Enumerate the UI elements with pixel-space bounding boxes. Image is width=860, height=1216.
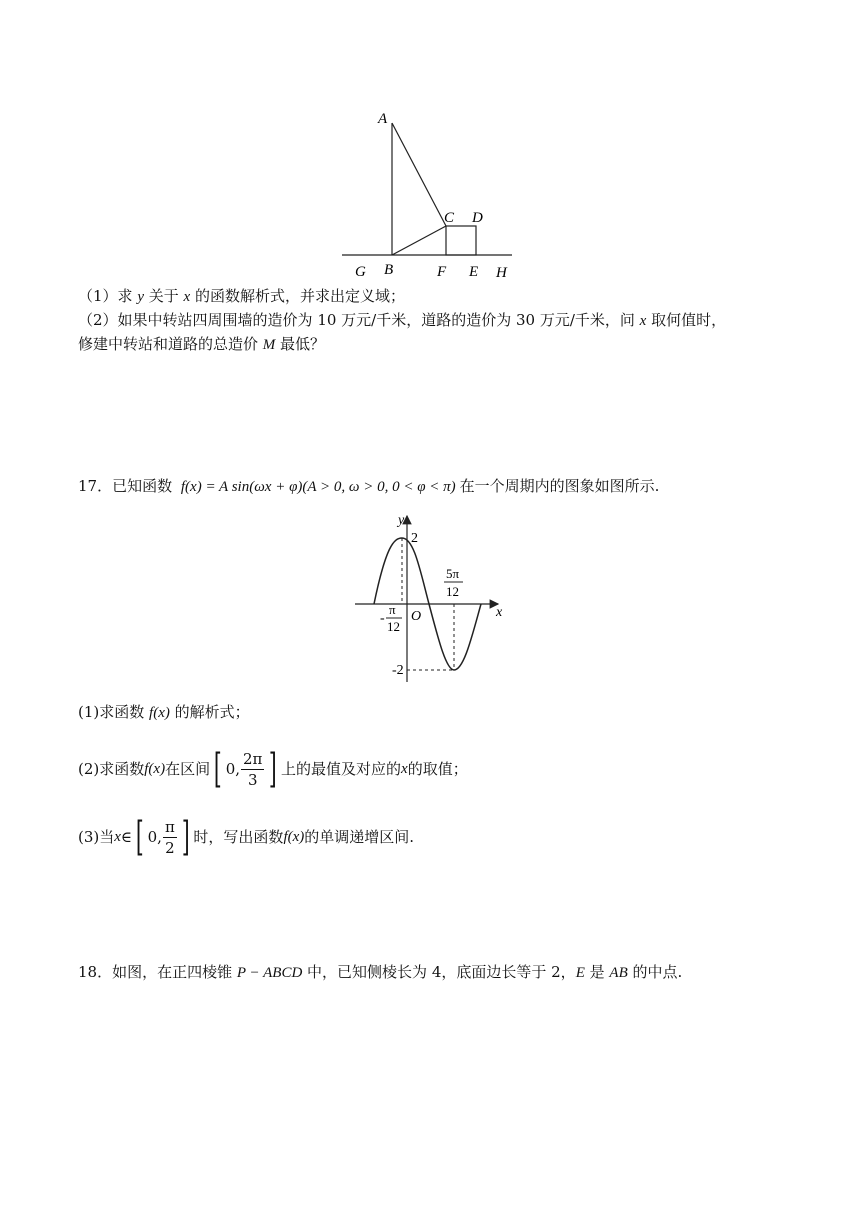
min-label: -2 xyxy=(392,663,404,678)
q18-stem: 18．如图，在正四棱锥 P − ABCD 中，已知侧棱长为 4，底面边长等于 2，E 是 AB 的中点. xyxy=(78,963,683,981)
right-tick-num: 5π xyxy=(446,566,460,581)
left-tick-den: 12 xyxy=(387,619,400,634)
label-F: F xyxy=(437,264,447,280)
geometry-figure xyxy=(330,105,530,285)
sine-graph xyxy=(350,510,520,685)
q17-part3: (3)当 x ∈ [ 0, $\frac{\pi}{2}$ ] 时，写出函数 f(x) 的单调递增区间. xyxy=(78,814,415,860)
max-label: 2 xyxy=(411,531,418,546)
label-C: C xyxy=(444,210,455,226)
q16-part1: （1）求 y 关于 x 的函数解析式，并求出定义域； xyxy=(78,287,405,305)
interval-fraction: $\frac{2\pi}{3}$ xyxy=(243,749,263,789)
label-B: B xyxy=(384,262,394,278)
q17-part2: (2)求函数 f(x) 在区间 [ 0, $\frac{2\pi}{3}$ ] 上的最值及对应的 x 的取值； xyxy=(78,746,468,792)
label-G: G xyxy=(355,264,366,280)
origin-label: O xyxy=(411,609,422,624)
label-A: A xyxy=(378,111,388,127)
q16-part2-line1: （2）如果中转站四周围墙的造价为 10 万元/千米，道路的造价为 30 万元/千米，问 x 取何值时， xyxy=(78,311,727,329)
y-axis-label: y xyxy=(398,513,405,528)
left-tick-sign: - xyxy=(380,611,385,626)
interval-fraction: $\frac{\pi}{2}$ xyxy=(164,817,175,857)
label-E: E xyxy=(469,264,479,280)
x-axis-label: x xyxy=(496,605,503,620)
label-H: H xyxy=(496,265,507,281)
label-D: D xyxy=(472,210,483,226)
q16-part2-line2: 修建中转站和道路的总造价 M 最低？ xyxy=(78,335,326,353)
q17-formula: f(x) = A sin(ωx + φ)(A > 0, ω > 0, 0 < φ < π) xyxy=(180,479,456,495)
q17-number: 17． xyxy=(78,477,113,495)
right-tick-den: 12 xyxy=(446,584,459,599)
q17-part1: (1)求函数 f(x) 的解析式； xyxy=(78,703,250,721)
left-tick-num: π xyxy=(389,602,396,617)
q18-number: 18． xyxy=(78,963,113,981)
q17-stem: 17．已知函数 f(x) = A sin(ωx + φ)(A > 0, ω > 0, 0 < φ < π) 在一个周期内的图象如图所示. xyxy=(78,477,660,495)
